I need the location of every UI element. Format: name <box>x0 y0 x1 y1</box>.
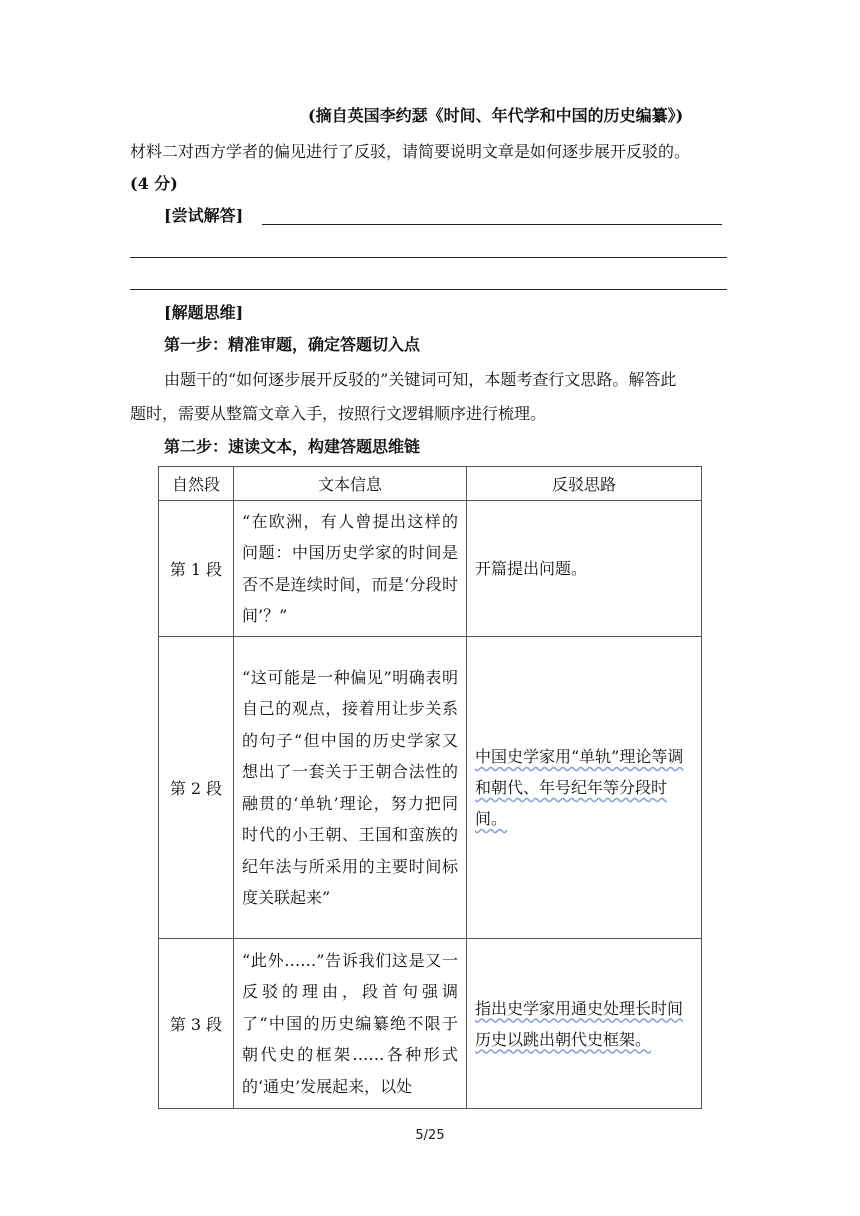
thinking-label: [解题思维] <box>164 303 244 322</box>
row-segment: 第 2 段 <box>159 637 234 939</box>
header-rebuttal-idea: 反驳思路 <box>467 467 702 501</box>
row-rebuttal-idea: 指出史学家用通史处理长时间历史以跳出朝代史框架。 <box>467 939 702 1109</box>
try-answer-label: [尝试解答] <box>164 206 244 225</box>
table-row <box>159 501 702 637</box>
table-row <box>159 637 702 939</box>
row-segment: 第 3 段 <box>159 939 234 1109</box>
header-text-info: 文本信息 <box>234 467 467 501</box>
source-citation: (摘自英国李约瑟《时间、年代学和中国的历史编纂》) <box>308 106 684 125</box>
row-text-info: “这可能是一种偏见”明确表明自己的观点，接着用让步关系的句子“但中国的历史学家又想出了一套关于王朝合法性的融贯的‘单轨’理论，努力把同时代的小王朝、王国和蛮族的纪年法与所采用的主要时间标度关联起来” <box>234 637 467 939</box>
analysis-table <box>158 466 702 1109</box>
answer-blank-line-3[interactable] <box>130 289 727 290</box>
row-text-info: “此外……”告诉我们这是又一反驳的理由，段首句强调了“中国的历史编纂绝不限于朝代史的框架……各种形式的‘通史’发展起来，以处 <box>234 939 467 1109</box>
answer-blank-line-2[interactable] <box>130 257 727 258</box>
question-score: (4 分) <box>130 174 178 193</box>
table-header-row <box>159 467 702 501</box>
question-line-1: 材料二对西方学者的偏见进行了反驳，请简要说明文章是如何逐步展开反驳的。 <box>130 142 691 161</box>
step1-text-line-2: 题时，需要从整篇文章入手，按照行文逻辑顺序进行梳理。 <box>130 404 547 423</box>
table-row <box>159 939 702 1109</box>
step2-title: 第二步：速读文本，构建答题思维链 <box>164 437 421 456</box>
page-number: 5/25 <box>415 1128 445 1143</box>
row-segment: 第 1 段 <box>159 501 234 637</box>
step1-text-line-1: 由题干的“如何逐步展开反驳的”关键词可知，本题考查行文思路。解答此 <box>164 370 677 389</box>
row-rebuttal-idea: 中国史学家用“单轨”理论等调和朝代、年号纪年等分段时间。 <box>467 637 702 939</box>
row-text-info: “在欧洲，有人曾提出这样的问题：中国历史学家的时间是否不是连续时间，而是‘分段时间’？” <box>234 501 467 637</box>
step1-title: 第一步：精准审题，确定答题切入点 <box>164 335 421 354</box>
row-rebuttal-idea: 开篇提出问题。 <box>467 501 702 637</box>
header-segment: 自然段 <box>159 467 234 501</box>
answer-blank-line-1[interactable] <box>262 224 722 225</box>
